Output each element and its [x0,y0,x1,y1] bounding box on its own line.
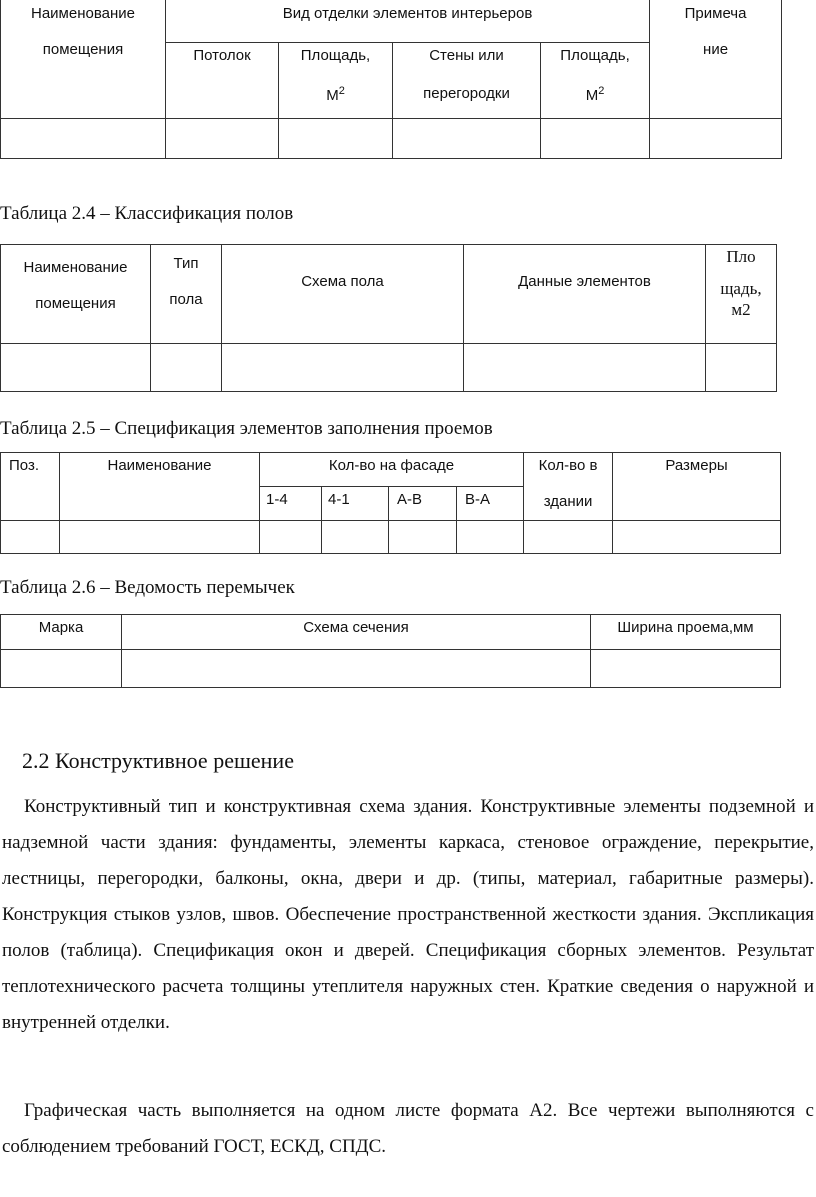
header-facade-1-4: 1-4 [260,487,322,521]
header-area-ceiling: Площадь, $М^2$ [279,43,393,119]
section-heading: 2.2 Конструктивное решение [22,748,294,773]
header-walls: Стены или перегородки [393,43,541,119]
table-row [1,521,781,554]
header-facade-a-b: А-В [389,487,457,521]
lintels-table [0,614,781,688]
header-facade-count: Кол-во на фасаде [260,453,524,487]
caption-table-2-6: Таблица 2.6 – Ведомость перемычек [0,577,295,598]
caption-table-2-4: Таблица 2.4 – Классификация полов [0,203,294,224]
header-facade-b-a: В-А [457,487,524,521]
header-mark: Марка [1,615,122,650]
openings-table [0,452,781,554]
paragraph-1: Конструктивный тип и конструктивная схема здания. Конструктивные элементы подземной и надземной части здания: фундаменты, элементы каркаса, стеновое ограждение, перекрытие, лестницы, перегородки, балконы, окна, двери и др. (типы, материал, габаритные размеры). Конструкция стыков узлов, швов. Обеспечение пространственной жесткости здания. Экспликация полов (таблица). Спецификация окон и дверей. Спецификация сборных элементов. Результат теплотехнического расчета толщины утеплителя наружных стен. Краткие сведения о наружной и внутренней отделки. [2,796,814,1033]
header-floor-scheme: Схема пола [222,245,464,344]
table-row [1,344,777,392]
header-opening-width: Ширина проема,мм [591,615,781,650]
caption-table-2-5: Таблица 2.5 – Спецификация элементов заполнения проемов [0,418,493,439]
header-section-scheme: Схема сечения [122,615,591,650]
header-area-walls: Площадь, $М^2$ [541,43,650,119]
table-row [1,650,781,688]
header-element-data: Данные элементов [464,245,706,344]
table-row [1,119,782,159]
header-floor-type: Тип пола [151,245,222,344]
header-area: Пло щадь, м2 [706,245,777,344]
floors-table [0,244,777,392]
header-finish-group: Вид отделки элементов интерьеров [166,0,650,43]
header-name: Наименование [60,453,260,521]
header-note: Примеча ние [650,0,782,119]
header-ceiling: Потолок [166,43,279,119]
header-building-count: Кол-во в здании [524,453,613,521]
paragraph-2: Графическая часть выполняется на одном листе формата А2. Все чертежи выполняются с соблюдением требований ГОСТ, ЕСКД, СПДС. [2,1100,814,1157]
header-room: Наименование помещения [1,245,151,344]
interior-finish-table [0,0,782,159]
header-position: Поз. [1,453,60,521]
header-sizes: Размеры [613,453,781,521]
header-room: Наименование помещения [1,0,166,119]
header-facade-4-1: 4-1 [322,487,389,521]
